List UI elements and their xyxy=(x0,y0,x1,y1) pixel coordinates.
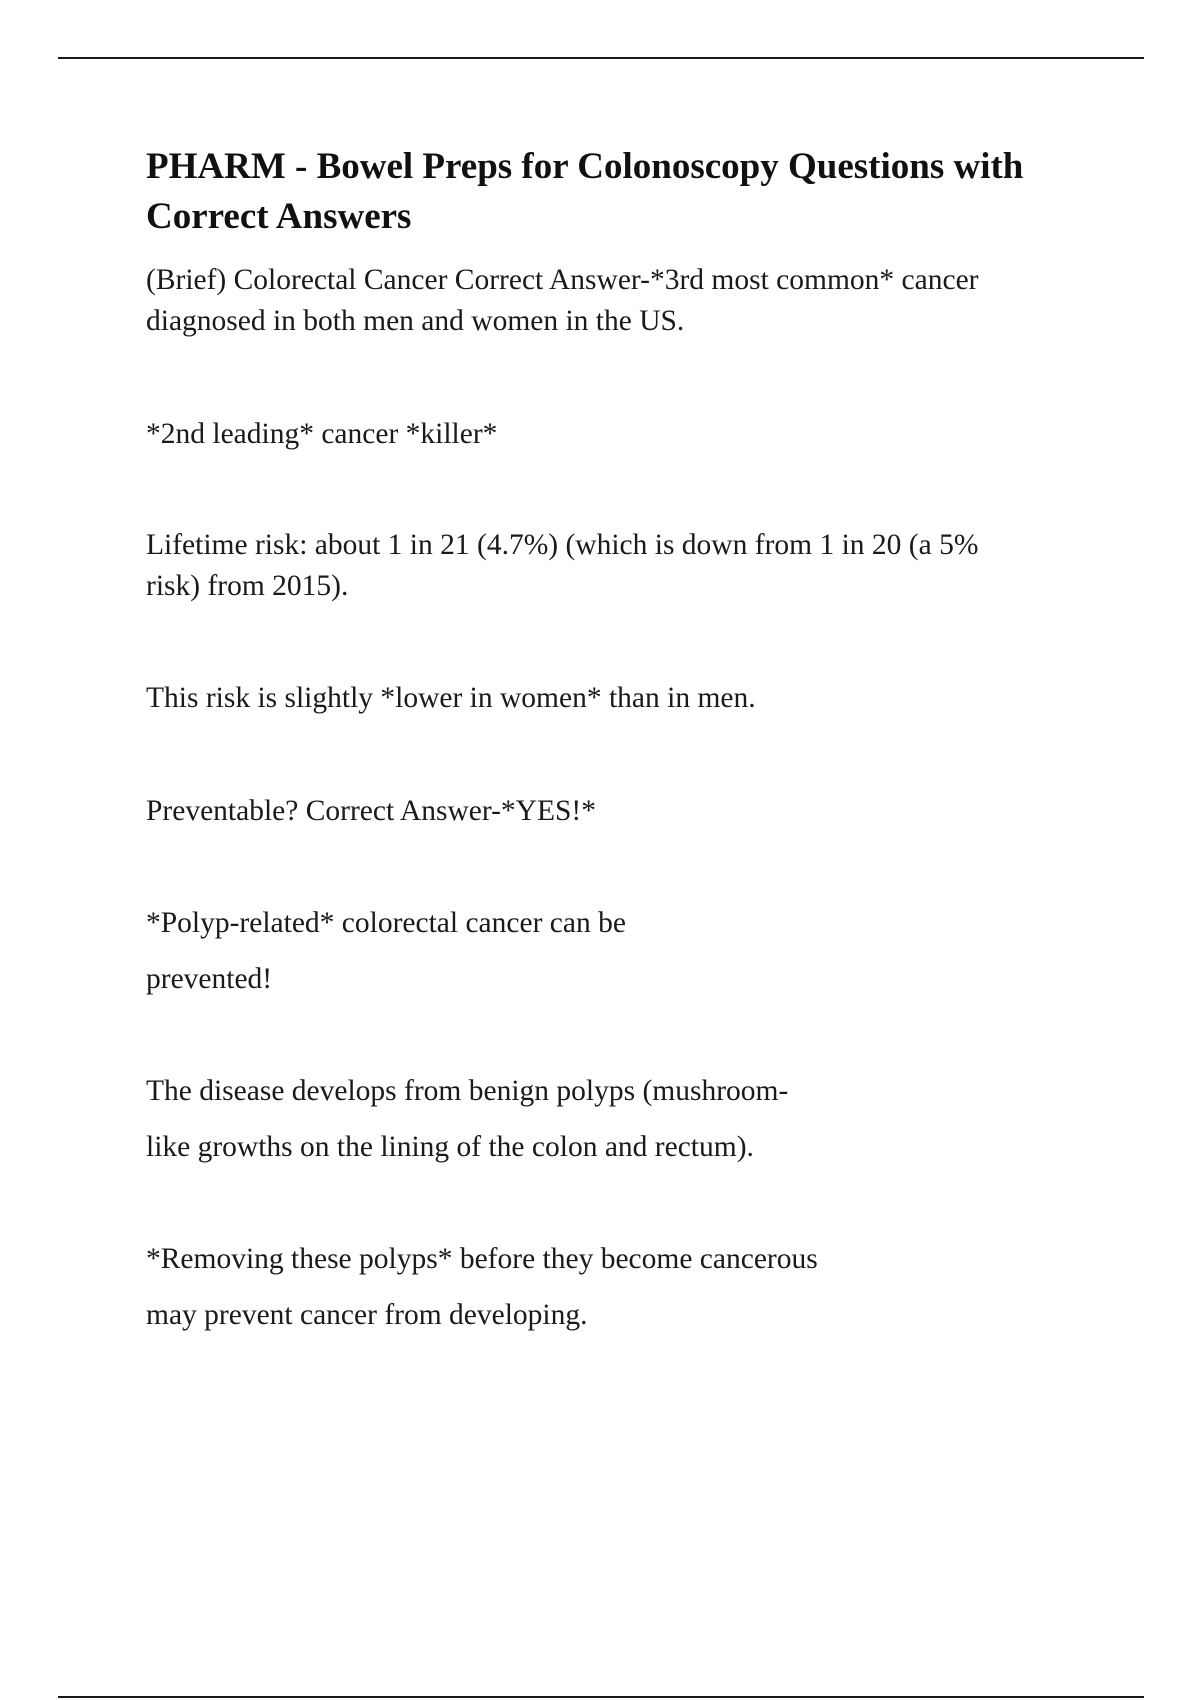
answer-text-line: This risk is slightly *lower in women* than in men. xyxy=(146,682,756,714)
answer-text-line: *Polyp-related* colorectal cancer can be xyxy=(146,907,626,939)
answer-text-line: risk) from 2015). xyxy=(146,570,349,602)
answer-text-line: prevented! xyxy=(146,963,273,995)
document-header xyxy=(146,142,1076,242)
document-title: PHARM - Bowel Preps for Colonoscopy Questions with Correct Answers xyxy=(146,146,1024,237)
answer-text-line: (Brief) Colorectal Cancer Correct Answer-*3rd most common* cancer xyxy=(146,264,979,296)
question-text-line: Preventable? Correct Answer-*YES!* xyxy=(146,795,596,827)
answer-text-line: *2nd leading* cancer *killer* xyxy=(146,418,498,450)
bottom-rule xyxy=(58,1696,1144,1698)
answer-text-line: diagnosed in both men and women in the US. xyxy=(146,305,685,337)
answer-text-line: like growths on the lining of the colon and rectum). xyxy=(146,1131,754,1163)
answer-text-line: The disease develops from benign polyps (mushroom- xyxy=(146,1075,789,1107)
answer-text-line: Lifetime risk: about 1 in 21 (4.7%) (which is down from 1 in 20 (a 5% xyxy=(146,529,979,561)
answer-text-line: may prevent cancer from developing. xyxy=(146,1299,588,1331)
top-rule xyxy=(58,57,1144,59)
answer-text-line: *Removing these polyps* before they become cancerous xyxy=(146,1243,818,1275)
